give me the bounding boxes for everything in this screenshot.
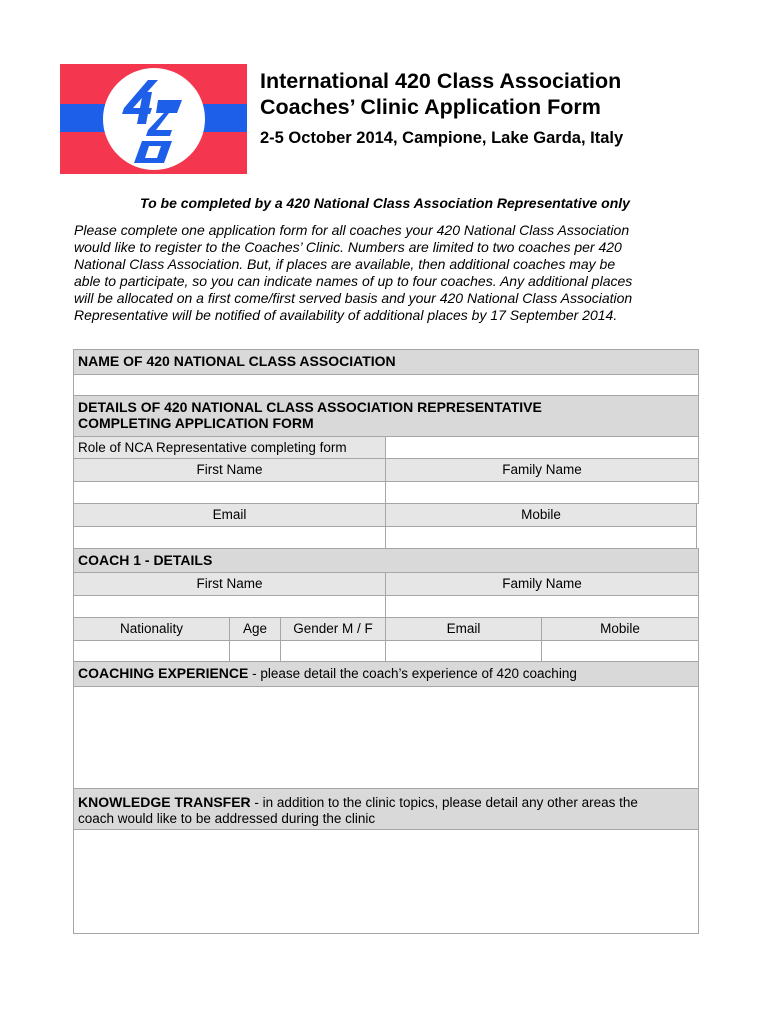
coaching-experience-description: - please detail the coach’s experience of 420 coaching bbox=[248, 666, 577, 681]
rep-header-line-1: DETAILS OF 420 NATIONAL CLASS ASSOCIATION REPRESENTATIVE bbox=[78, 399, 542, 415]
coach-family-name-field[interactable] bbox=[385, 595, 699, 618]
intro-line: Representative will be notified of availability of additional places by 17 September 2014. bbox=[74, 307, 618, 323]
rep-email-label: Email bbox=[73, 503, 386, 527]
nca-name-header: NAME OF 420 NATIONAL CLASS ASSOCIATION bbox=[73, 349, 699, 375]
coach-family-name-label: Family Name bbox=[385, 572, 699, 596]
coach-mobile-label: Mobile bbox=[541, 617, 699, 641]
knowledge-transfer-title: KNOWLEDGE TRANSFER bbox=[78, 794, 251, 810]
rep-family-name-label: Family Name bbox=[385, 458, 699, 482]
coach-email-label: Email bbox=[385, 617, 542, 641]
coaching-experience-header bbox=[73, 661, 699, 687]
intro-line: able to participate, so you can indicate names of up to four coaches. Any additional places bbox=[74, 273, 633, 289]
coaching-experience-title: COACHING EXPERIENCE bbox=[78, 665, 249, 681]
rep-role-label: Role of NCA Representative completing form bbox=[73, 436, 386, 459]
rep-details-header bbox=[73, 395, 699, 437]
nca-name-field[interactable] bbox=[73, 374, 699, 396]
coach-nationality-label: Nationality bbox=[73, 617, 230, 641]
rep-role-field[interactable] bbox=[385, 436, 699, 459]
coach-email-field[interactable] bbox=[385, 640, 542, 662]
coach-age-label: Age bbox=[229, 617, 281, 641]
rep-mobile-field[interactable] bbox=[385, 526, 697, 549]
page-title bbox=[260, 68, 740, 120]
event-dates: 2-5 October 2014, Campione, Lake Garda, Italy bbox=[260, 129, 624, 147]
completion-notice: To be completed by a 420 National Class Association Representative only bbox=[140, 195, 630, 211]
intro-line: National Class Association. But, if places are available, then additional coaches may be bbox=[74, 256, 616, 272]
knowledge-transfer-description: - in addition to the clinic topics, please detail any other areas the bbox=[250, 795, 638, 810]
coach-gender-field[interactable] bbox=[280, 640, 386, 662]
title-line-1: International 420 Class Association bbox=[260, 69, 622, 93]
coach-first-name-label: First Name bbox=[73, 572, 386, 596]
intro-paragraph bbox=[74, 222, 714, 324]
knowledge-transfer-field[interactable] bbox=[73, 829, 699, 934]
title-line-2: Coaches’ Clinic Application Form bbox=[260, 95, 601, 119]
coach-gender-label: Gender M / F bbox=[280, 617, 386, 641]
coach-first-name-field[interactable] bbox=[73, 595, 386, 618]
rep-header-line-2: COMPLETING APPLICATION FORM bbox=[78, 415, 314, 431]
420-class-logo bbox=[60, 64, 247, 174]
coach-nationality-field[interactable] bbox=[73, 640, 230, 662]
coach-age-field[interactable] bbox=[229, 640, 281, 662]
coach-1-header: COACH 1 - DETAILS bbox=[73, 548, 699, 573]
knowledge-transfer-description-line-2: coach would like to be addressed during the clinic bbox=[78, 811, 376, 826]
coaching-experience-field[interactable] bbox=[73, 686, 699, 789]
rep-family-name-field[interactable] bbox=[385, 481, 699, 504]
rep-first-name-field[interactable] bbox=[73, 481, 386, 504]
coach-mobile-field[interactable] bbox=[541, 640, 699, 662]
intro-line: will be allocated on a first come/first served basis and your 420 National Class Association bbox=[74, 290, 633, 306]
intro-line: Please complete one application form for all coaches your 420 National Class Association bbox=[74, 222, 630, 238]
intro-line: would like to register to the Coaches’ Clinic. Numbers are limited to two coaches per 420 bbox=[74, 239, 622, 255]
rep-email-field[interactable] bbox=[73, 526, 386, 549]
rep-mobile-label: Mobile bbox=[385, 503, 697, 527]
knowledge-transfer-header bbox=[73, 788, 699, 830]
rep-first-name-label: First Name bbox=[73, 458, 386, 482]
